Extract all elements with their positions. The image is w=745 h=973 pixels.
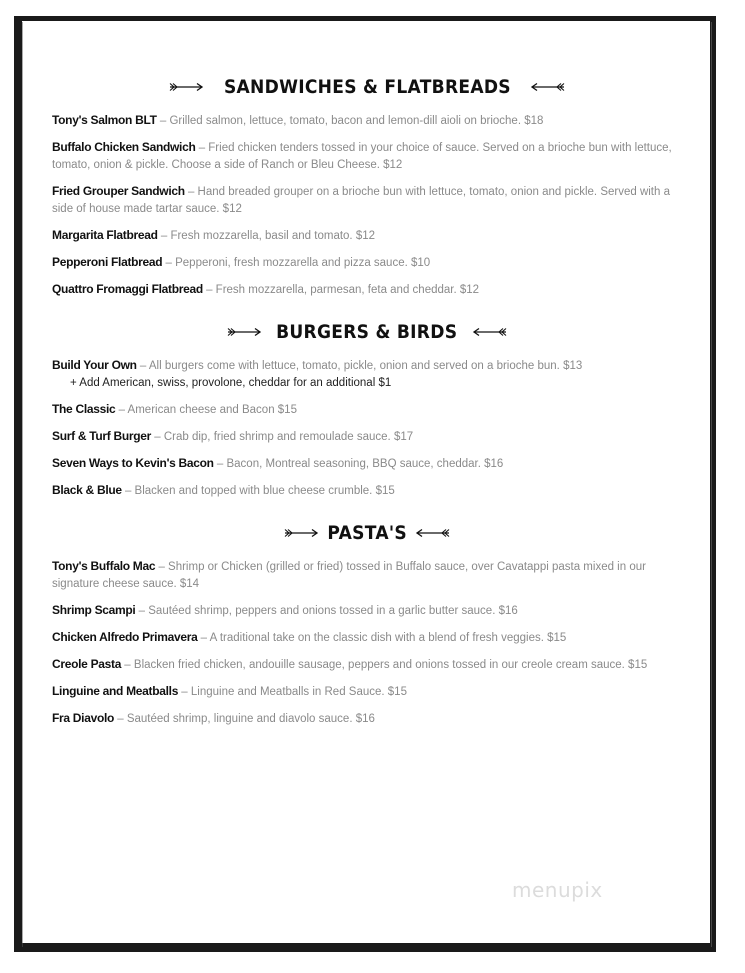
menu-item — [52, 455, 682, 473]
menu-item-name: Creole Pasta — [52, 657, 122, 671]
section-pastas — [52, 518, 682, 728]
menu-item-description: – Crab dip, fried shrimp and remoulade sauce. $17 — [151, 431, 414, 443]
menu-item-addon: + Add American, swiss, provolone, cheddar for an additional $1 — [70, 377, 392, 389]
arrow-right-icon — [168, 82, 204, 92]
menu-item-description: – Sautéed shrimp, peppers and onions tossed in a garlic butter sauce. $16 — [135, 605, 518, 617]
menu-item — [52, 254, 682, 272]
section-title: PASTA'S — [327, 522, 407, 544]
menu-item-name: Tony's Salmon BLT — [52, 113, 157, 127]
arrow-right-icon — [226, 327, 262, 337]
section-title: BURGERS & BIRDS — [276, 321, 458, 343]
section-heading — [52, 72, 682, 102]
menu-item-description: – Linguine and Meatballs in Red Sauce. $15 — [178, 686, 407, 698]
menu-item — [52, 281, 682, 299]
section-burgers-birds — [52, 317, 682, 500]
arrow-left-icon — [472, 327, 508, 337]
menu-item-name: Pepperoni Flatbread — [52, 255, 163, 269]
menu-item-description: – Fresh mozzarella, basil and tomato. $12 — [157, 230, 376, 242]
menu-item-description: – Blacken and topped with blue cheese crumble. $15 — [121, 485, 395, 497]
section-sandwiches-flatbreads — [52, 72, 682, 299]
menu-item-name: Fra Diavolo — [52, 711, 115, 725]
menu-item-name: Buffalo Chicken Sandwich — [52, 140, 196, 154]
menu-item — [52, 683, 682, 701]
menu-item-name: Quattro Fromaggi Flatbread — [52, 282, 203, 296]
menu-item-description: – All burgers come with lettuce, tomato, pickle, onion and served on a brioche bun. $13 — [136, 360, 583, 372]
section-title: SANDWICHES & FLATBREADS — [223, 76, 511, 98]
menu-item-name: Surf & Turf Burger — [52, 429, 152, 443]
menu-item-description: – Shrimp or Chicken (grilled or fried) tossed in Buffalo sauce, over Cavatappi pasta mixed in our signature cheese sauce. $14 — [52, 561, 646, 590]
menu-item — [52, 629, 682, 647]
arrow-left-icon — [530, 82, 566, 92]
menu-item — [52, 428, 682, 446]
menu-item-name: Chicken Alfredo Primavera — [52, 630, 198, 644]
menu-item-description: – Sautéed shrimp, linguine and diavolo sauce. $16 — [114, 713, 375, 725]
menu-item — [52, 183, 682, 218]
menu-item — [52, 139, 682, 174]
menu-item-description: – Hand breaded grouper on a brioche bun with lettuce, tomato, onion and pickle. Served with a side of house made tartar sauce. $12 — [52, 186, 670, 215]
menu-item — [52, 227, 682, 245]
menu-item — [52, 357, 682, 392]
menu-item-description: – American cheese and Bacon $15 — [115, 404, 297, 416]
menu-item-name: Shrimp Scampi — [52, 603, 136, 617]
section-heading — [52, 518, 682, 548]
menu-item — [52, 112, 682, 130]
watermark-logo: menupix — [512, 878, 603, 902]
menu-item — [52, 602, 682, 620]
menu-item-name: Tony's Buffalo Mac — [52, 559, 156, 573]
menu-item-name: Build Your Own — [52, 358, 137, 372]
arrow-left-icon — [415, 528, 451, 538]
menu-item — [52, 558, 682, 593]
section-heading — [52, 317, 682, 347]
menu-item-name: Black & Blue — [52, 483, 122, 497]
menu-item-description: – A traditional take on the classic dish with a blend of fresh veggies. $15 — [197, 632, 567, 644]
menu-item-name: Margarita Flatbread — [52, 228, 158, 242]
menu-item-description: – Blacken fried chicken, andouille sausage, peppers and onions tossed in our creole cream sauce. $15 — [121, 659, 648, 671]
menu-item — [52, 656, 682, 674]
menu-item — [52, 482, 682, 500]
menu-content — [52, 72, 682, 746]
menu-item-name: Seven Ways to Kevin's Bacon — [52, 456, 214, 470]
menu-item-name: Fried Grouper Sandwich — [52, 184, 185, 198]
menu-item-description: – Fried chicken tenders tossed in your choice of sauce. Served on a brioche bun with lettuce, tomato, onion & pickle. Choose a side of Ranch or Bleu Cheese. $12 — [52, 142, 672, 171]
menu-item-description: – Bacon, Montreal seasoning, BBQ sauce, cheddar. $16 — [213, 458, 504, 470]
menu-item-description: – Fresh mozzarella, parmesan, feta and cheddar. $12 — [202, 284, 480, 296]
menu-item-name: The Classic — [52, 402, 116, 416]
menu-item — [52, 710, 682, 728]
arrow-right-icon — [283, 528, 319, 538]
menu-item-name: Linguine and Meatballs — [52, 684, 179, 698]
menu-item-description: – Pepperoni, fresh mozzarella and pizza sauce. $10 — [162, 257, 431, 269]
menu-item-description: – Grilled salmon, lettuce, tomato, bacon and lemon-dill aioli on brioche. $18 — [156, 115, 544, 127]
menu-item — [52, 401, 682, 419]
